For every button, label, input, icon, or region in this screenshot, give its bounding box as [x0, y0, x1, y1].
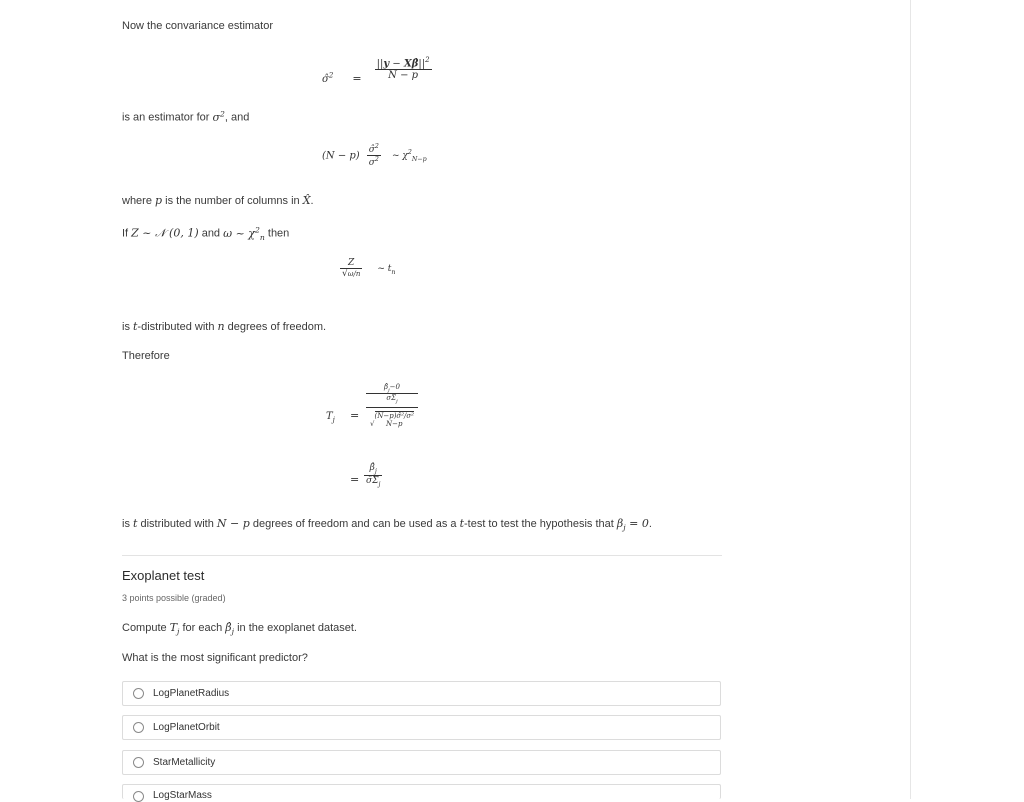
therefore-text: Therefore: [122, 350, 170, 362]
radio-icon[interactable]: [133, 722, 144, 733]
option-log-planet-radius[interactable]: [122, 681, 721, 706]
option-label: StarMetallicity: [153, 757, 216, 768]
if-text: If Z ~ 𝒩 (0, 1) and ω ~ $\chi^2_n$ then: [122, 225, 290, 242]
compute-text: Compute $T_j$ for each $\betâ_j$ in the exoplanet dataset.: [122, 621, 357, 637]
equation-chi-square: (N − p) $\frac{\sigmâ^2}{\sigma^2}$ ~ $\chi^2_{N-p}$: [322, 143, 427, 168]
equation-tj: $T_j$ = $\betâ_j-0$ $\sigma\Sigma_j$ √(N−p)σ̂²/σ² N−p = $\frac{\betâ_j}{\sigmâ\Sigma_j}$: [326, 383, 436, 498]
estimator-text: is an estimator for $\sigma^2$, and: [122, 109, 250, 124]
question-prompt: What is the most significant predictor?: [122, 652, 308, 664]
tdist-text: is t-distributed with n degrees of freedom.: [122, 320, 327, 333]
option-log-planet-orbit[interactable]: [122, 715, 721, 740]
final-text: is t distributed with N − p degrees of freedom and can be used as a t-test to test the hypothesis that $\beta_j = 0$.: [122, 517, 652, 533]
points-label: 3 points possible (graded): [122, 593, 226, 603]
equation-t-definition: $\frac{Z}{√\omega/n}$ ~ $t_n$: [342, 258, 396, 279]
question-title: Exoplanet test: [122, 568, 205, 583]
option-label: LogPlanetOrbit: [153, 722, 220, 733]
option-star-metallicity[interactable]: [122, 750, 721, 775]
option-label: LogStarMass: [153, 790, 212, 801]
option-label: LogPlanetRadius: [153, 688, 230, 699]
equation-sigma-hat: σ̂$^2$ = $\frac{||y - X\betâ||^2}{N - p}$: [322, 56, 430, 85]
where-text: where p is the number of columns in X̂.: [122, 194, 314, 207]
option-log-star-mass[interactable]: [122, 784, 721, 799]
section-divider: [122, 555, 722, 556]
intro-text: Now the convariance estimator: [122, 20, 274, 32]
radio-icon[interactable]: [133, 791, 144, 802]
radio-icon[interactable]: [133, 757, 144, 768]
right-divider: [910, 0, 911, 799]
radio-icon[interactable]: [133, 688, 144, 699]
